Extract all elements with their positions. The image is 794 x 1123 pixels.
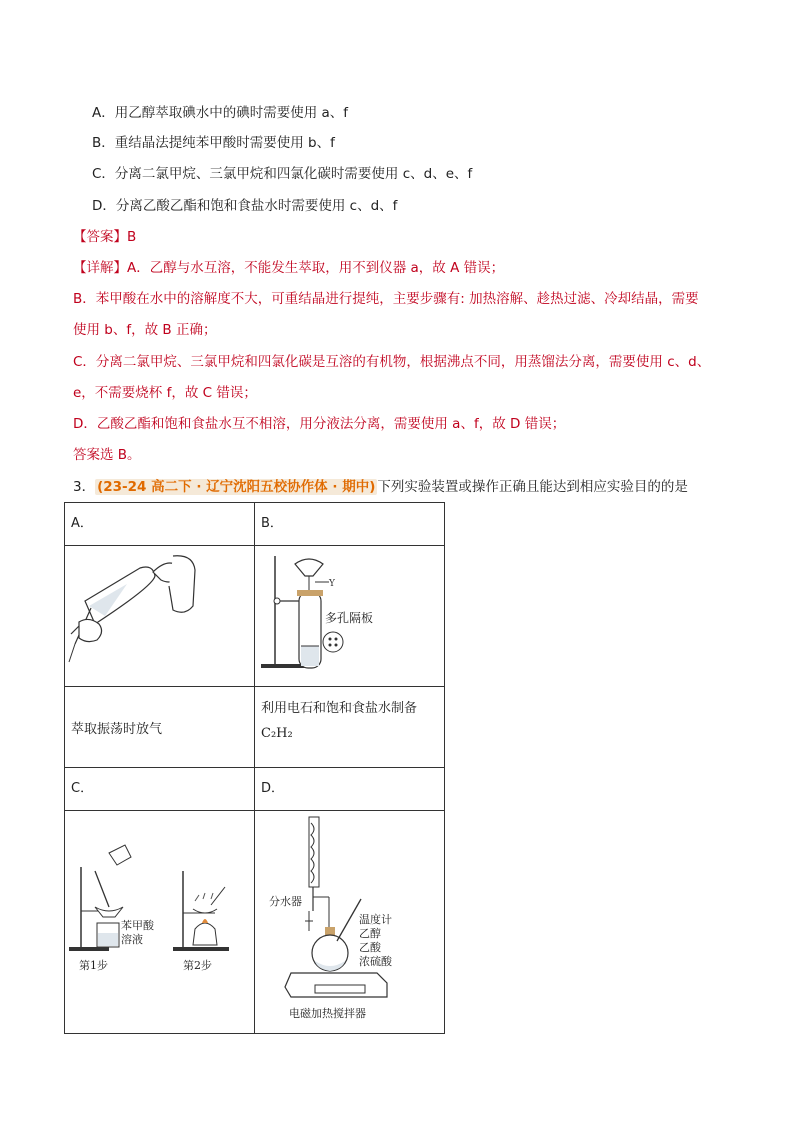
explain-line-2: B．苯甲酸在水中的溶解度不大，可重结晶进行提纯，主要步骤有: 加热溶解、趁热过滤、冷却结晶，需要: [73, 291, 699, 307]
question-stem: 下列实验装置或操作正确且能达到相应实验目的的是: [377, 479, 688, 495]
cell-b-label: B．: [255, 503, 445, 546]
cell-c-image: [65, 811, 255, 1034]
option-b: B．重结晶法提纯苯甲酸时需要使用 b、f: [92, 135, 335, 151]
stirrer-label: 电磁加热搅拌器: [289, 1007, 366, 1020]
cell-a-text: 萃取振荡时放气: [65, 687, 255, 768]
explain-line-6: D．乙酸乙酯和饱和食盐水互不相溶，用分液法分离，需要使用 a、f，故 D 错误；: [73, 416, 566, 432]
step1-label: 第1步: [79, 959, 108, 972]
cell-b-image: [255, 546, 445, 687]
acetylene-generator-illustration: [255, 546, 445, 682]
cell-d-image: [255, 811, 445, 1034]
explain-line-3: 使用 b、f，故 B 正确；: [73, 322, 217, 338]
water-separator-label: 分水器: [269, 895, 302, 908]
esterification-apparatus-illustration: [255, 811, 460, 1029]
explain-line-4: C．分离二氯甲烷、三氯甲烷和四氯化碳是互溶的有机物，根据沸点不同，用蒸馏法分离，需要使用 c、d、: [73, 354, 711, 370]
answer: 【答案】B: [73, 229, 137, 245]
recrystallization-steps-illustration: [65, 811, 240, 1029]
cell-b-text-line2: C₂H₂: [261, 726, 293, 741]
sulfuric-acid-label: 浓硫酸: [359, 955, 392, 968]
acetic-acid-label: 乙酸: [359, 941, 381, 954]
option-a: A．用乙醇萃取碘水中的碘时需要使用 a、f: [92, 105, 349, 121]
question-source: (23-24 高二下 · 辽宁沈阳五校协作体 · 期中): [97, 479, 376, 495]
ethanol-label: 乙醇: [359, 927, 381, 940]
explain-line-1: 【详解】A．乙醇与水互溶，不能发生萃取，用不到仪器 a，故 A 错误；: [73, 260, 505, 276]
question-number: 3．: [73, 479, 96, 495]
option-c: C．分离二氯甲烷、三氯甲烷和四氯化碳时需要使用 c、d、e、f: [92, 166, 473, 182]
cell-b-text: [255, 687, 445, 768]
separatory-funnel-shaking-illustration: [65, 546, 240, 682]
cell-d-label: D．: [255, 768, 445, 811]
solution-label: 溶液: [121, 933, 143, 946]
option-d: D．分离乙酸乙酯和饱和食盐水时需要使用 c、d、f: [92, 198, 398, 214]
cell-a-image: [65, 546, 255, 687]
cell-c-label: C．: [65, 768, 255, 811]
explain-line-7: 答案选 B。: [73, 447, 141, 463]
benzoic-acid-label: 苯甲酸: [121, 919, 154, 932]
thermometer-label: 温度计: [359, 913, 392, 926]
question-3: [73, 478, 688, 496]
options-table: [64, 502, 445, 1034]
step2-label: 第2步: [183, 959, 212, 972]
cell-a-label: A．: [65, 503, 255, 546]
explain-line-5: e，不需要烧杯 f，故 C 错误；: [73, 385, 257, 401]
porous-plate-label: 多孔隔板: [325, 611, 374, 625]
svg-text:Y: Y: [329, 579, 335, 589]
cell-b-text-line1: 利用电石和饱和食盐水制备: [261, 701, 418, 716]
